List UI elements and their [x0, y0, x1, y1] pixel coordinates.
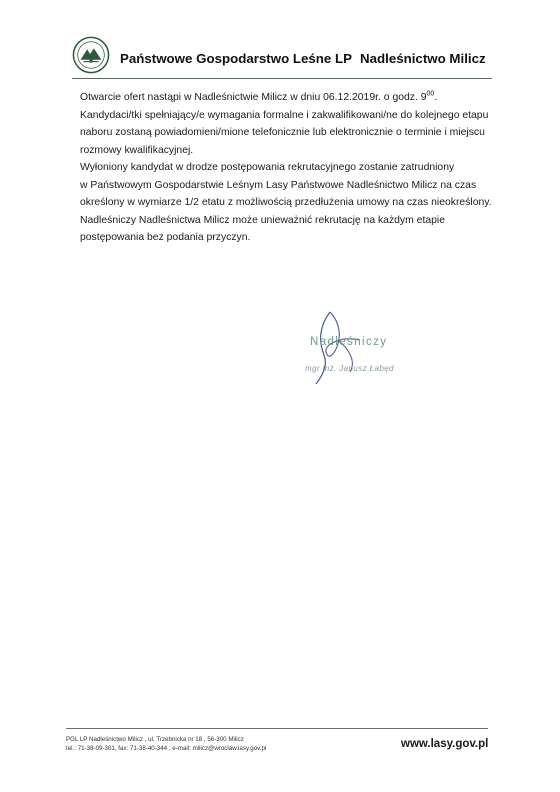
header-divider [72, 78, 492, 79]
letter-body [80, 89, 500, 247]
forest-logo-icon [72, 36, 110, 74]
page-title [120, 51, 486, 66]
paragraph-employment-line1: Wyłoniony kandydat w drodze postępowania rekrutacyjnego zostanie zatrudniony [80, 162, 455, 173]
stamp-name: mgr inż. Janusz Łabęd [305, 364, 394, 373]
footer-website-link[interactable]: www.lasy.gov.pl [401, 738, 489, 750]
stamp-title: Nadleśniczy [310, 336, 388, 348]
footer-address: PGL LP Nadleśnictwo Milicz , ul. Trzebnicka nr 18 , 56-300 Milicz [66, 736, 244, 743]
footer-divider [66, 728, 488, 729]
footer-phone-email: tel.: 71-38-09-301, fax: 71-38-40-344 , e-mail: milicz@wroclaw.lasy.gov.pl [66, 745, 267, 752]
org-name: Państwowe Gospodarstwo Leśne LP [120, 51, 353, 66]
paragraph-qualification: Kandydaci/tki spełniający/e wymagania formalne i zakwalifikowani/ne do kolejnego etapu naboru zostaną powiadomieni/mione telefonicznie lub elektronicznie o terminie i miejscu rozmowy kwalifikacyjnej. [80, 109, 489, 156]
unit-name: Nadleśnictwo Milicz [360, 51, 486, 66]
paragraph-employment-line2: w Państwowym Gospodarstwie Leśnym Lasy Państwowe Nadleśnictwo Milicz na czas określony w wymiarze 1/2 etatu z możliwością przedłużenia umowy na czas nieokreślony. [80, 179, 492, 208]
paragraph-opening-date: Otwarcie ofert nastąpi w Nadleśnictwie Milicz w dniu 06.12.2019r. o godz. $9^{00}$. [80, 90, 438, 103]
footer-contact [66, 735, 266, 753]
paragraph-cancellation: Nadleśniczy Nadleśnictwa Milicz może unieważnić rekrutację na każdym etapie postępowania bez podania przyczyn. [80, 214, 445, 243]
